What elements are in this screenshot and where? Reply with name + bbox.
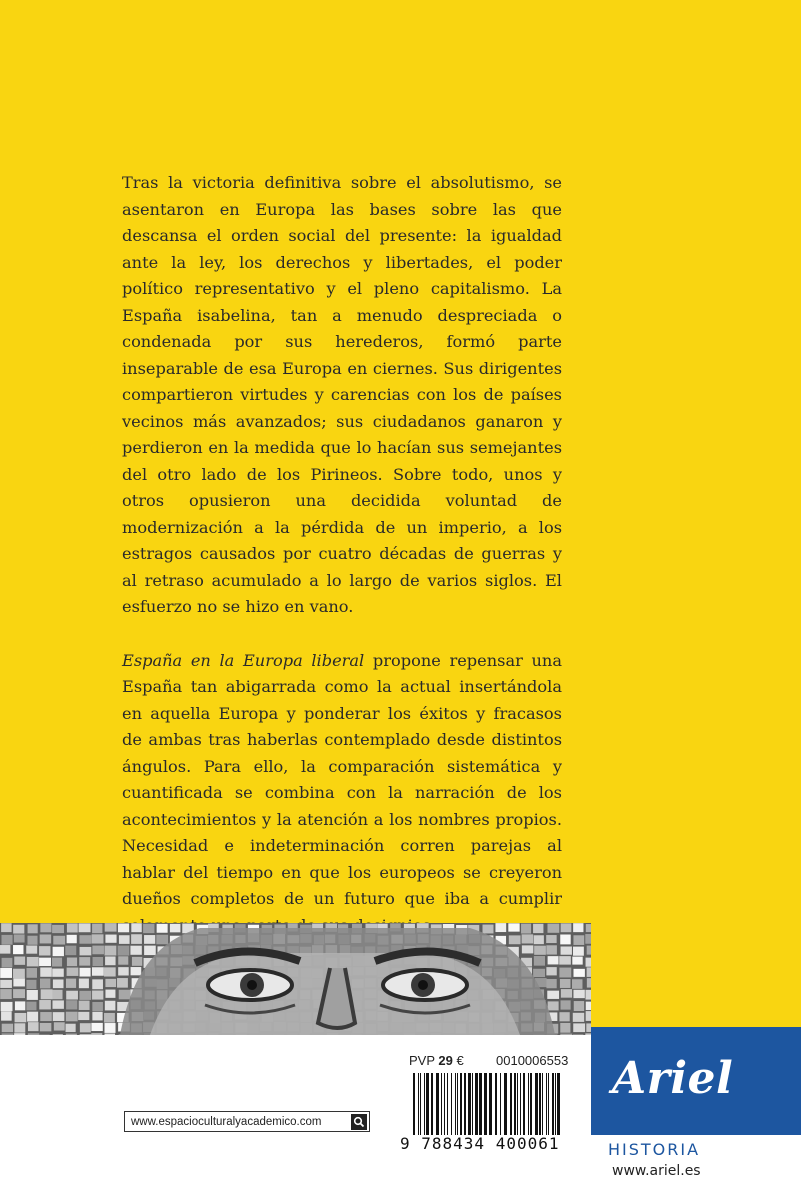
blurb-paragraph-2-text: propone repensar una España tan abigarrada como la actual insertándola en aquella Europa y ponderar los éxitos y fracasos de ambas tras haberlas contemplado desde distintos ángulos. Para ello, la comparación sistemática y cuantificada se combina con la narración de los acontecimientos y la atención a los nombres propios. Necesidad e indeterminación corren parejas al hablar del tiempo en que los europeos se creyeron dueños completos de un futuro que iba a cumplir	[122, 650, 563, 908]
back-cover-blurb	[122, 170, 562, 939]
price-amount: 29	[438, 1053, 453, 1068]
isbn-number: 9 788434 400061	[400, 1134, 560, 1153]
price-label	[409, 1053, 464, 1068]
search-icon	[351, 1114, 367, 1130]
collection-label: HISTORIA	[608, 1140, 701, 1159]
book-title-italic: España en la Europa liberal	[122, 650, 365, 670]
website-box[interactable]	[124, 1111, 370, 1132]
blurb-paragraph-1: Tras la victoria definitiva sobre el absolutismo, se asentaron en Europa las bases sobre las que descansa el orden social del presente: la igualdad ante la ley, los derechos y libertades, el poder político representativo y el pleno capitalismo. La España isabelina, tan a menudo despreciada o condenada por sus herederos, formó parte inseparable de esa Europa en ciernes. Sus dirigentes compartieron virtudes y carencias con los de países vecinos más avanzados; sus ciudadanos ganaron y perdieron en la medida que lo hacían sus semejantes del otro lado de los Pirineos. Sobre todo, unos y otros opusieron una decidida voluntad de modernización a la pérdida de un imperio, a los estragos causados por cuatro décadas de guerras y al retraso acumulado a lo largo de varios siglos. El esfuerzo no se hizo en vano.	[122, 173, 562, 616]
blurb-paragraph-2	[122, 648, 562, 940]
mosaic-eyes-image	[0, 923, 591, 1035]
isbn-barcode	[413, 1073, 563, 1135]
publisher-logo: Ariel	[612, 1053, 734, 1104]
price-currency: €	[456, 1053, 464, 1068]
website-url[interactable]: www.espacioculturalyacademico.com	[131, 1115, 322, 1128]
price-prefix: PVP	[409, 1053, 435, 1068]
publisher-url[interactable]: www.ariel.es	[612, 1163, 701, 1179]
product-code: 0010006553	[496, 1053, 569, 1068]
